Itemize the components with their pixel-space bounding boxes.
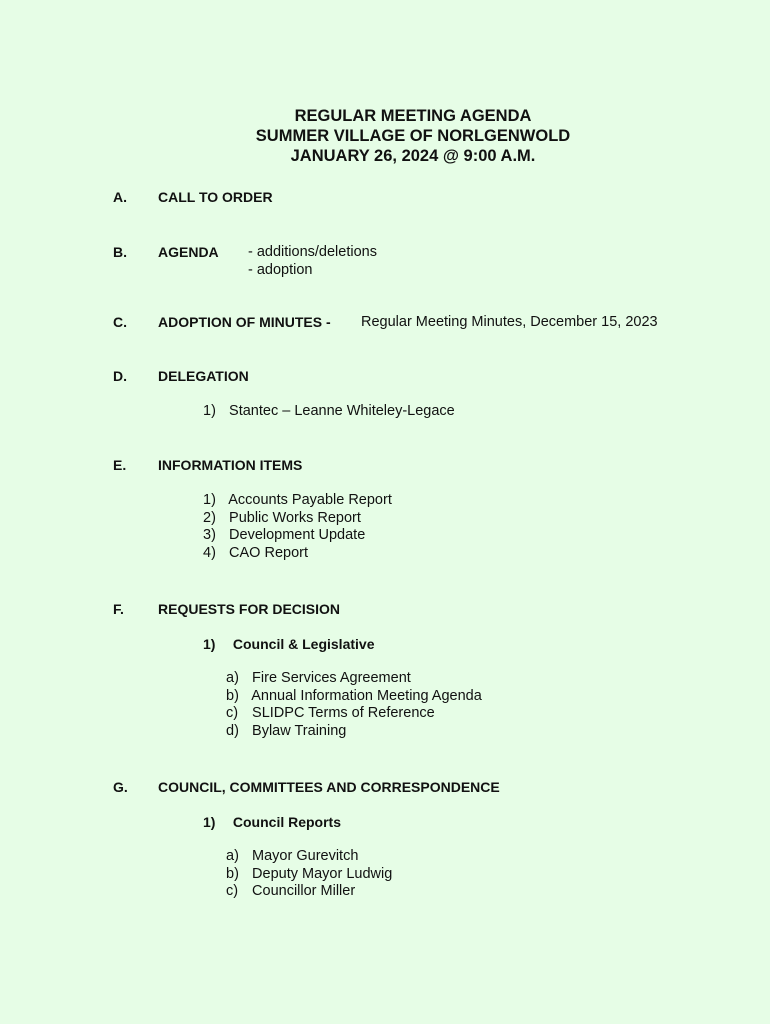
subsection-title: Council Reports [232, 814, 342, 830]
delegation-list [203, 403, 455, 421]
header-title: REGULAR MEETING AGENDA [294, 107, 532, 125]
section-letter: E. [113, 457, 127, 473]
item-number: 1) [203, 492, 216, 508]
agenda-note: - additions/deletions [248, 244, 377, 260]
section-heading: INFORMATION ITEMS [158, 457, 303, 473]
agenda-note: - adoption [248, 262, 313, 278]
subsection-number: 1) [203, 636, 216, 652]
minutes-detail: Regular Meeting Minutes, December 15, 2023 [361, 314, 658, 330]
section-heading: AGENDA [158, 244, 219, 260]
list-item [203, 403, 455, 421]
subsection-heading [203, 635, 374, 653]
section-heading: ADOPTION OF MINUTES - [158, 314, 331, 330]
section-letter: D. [113, 368, 127, 384]
list-item [203, 492, 392, 510]
list-item [226, 723, 482, 741]
list-item [203, 545, 392, 563]
list-item [226, 705, 482, 723]
header-organization: SUMMER VILLAGE OF NORLGENWOLD [255, 127, 571, 145]
agenda-header [0, 106, 770, 166]
item-number: a) [226, 670, 239, 686]
item-text: Deputy Mayor Ludwig [252, 865, 393, 882]
item-text: Accounts Payable Report [228, 492, 392, 508]
item-number: c) [226, 705, 239, 722]
header-date: JANUARY 26, 2024 @ 9:00 A.M. [290, 147, 536, 165]
section-heading: CALL TO ORDER [158, 189, 273, 205]
item-number: c) [226, 883, 239, 900]
item-text: Development Update [229, 527, 366, 544]
item-text: Councillor Miller [252, 883, 356, 900]
list-item [226, 670, 482, 688]
item-text: SLIDPC Terms of Reference [252, 705, 435, 722]
subsection-heading [203, 813, 341, 831]
item-text: Bylaw Training [252, 723, 347, 740]
item-number: d) [226, 723, 239, 740]
item-text: Mayor Gurevitch [252, 848, 359, 864]
item-text: Public Works Report [229, 509, 361, 526]
item-number: b) [226, 687, 239, 704]
item-number: 3) [203, 527, 216, 544]
list-item [226, 866, 392, 884]
list-item [203, 510, 392, 528]
list-item [226, 848, 392, 866]
item-number: b) [226, 865, 239, 882]
section-heading: REQUESTS FOR DECISION [158, 601, 341, 617]
item-text: Fire Services Agreement [252, 670, 411, 686]
item-number: 2) [203, 509, 216, 526]
item-number: a) [226, 848, 239, 864]
section-letter: C. [113, 314, 127, 330]
subsection-number: 1) [203, 814, 216, 830]
section-heading: DELEGATION [158, 368, 249, 384]
council-reports-list [226, 848, 392, 901]
section-heading: COUNCIL, COMMITTEES AND CORRESPONDENCE [158, 779, 500, 795]
section-letter: A. [113, 189, 127, 205]
list-item [203, 527, 392, 545]
decision-items-list [226, 670, 482, 741]
section-letter: G. [113, 779, 128, 795]
information-items-list [203, 492, 392, 563]
item-text: Stantec – Leanne Whiteley-Legace [229, 403, 455, 419]
item-text: Annual Information Meeting Agenda [251, 687, 482, 704]
section-letter: F. [113, 601, 124, 617]
item-number: 4) [203, 545, 216, 562]
subsection-title: Council & Legislative [232, 636, 375, 652]
list-item [226, 883, 392, 901]
section-letter: B. [113, 244, 127, 260]
item-number: 1) [203, 403, 216, 419]
item-text: CAO Report [229, 545, 309, 562]
list-item [226, 688, 482, 706]
